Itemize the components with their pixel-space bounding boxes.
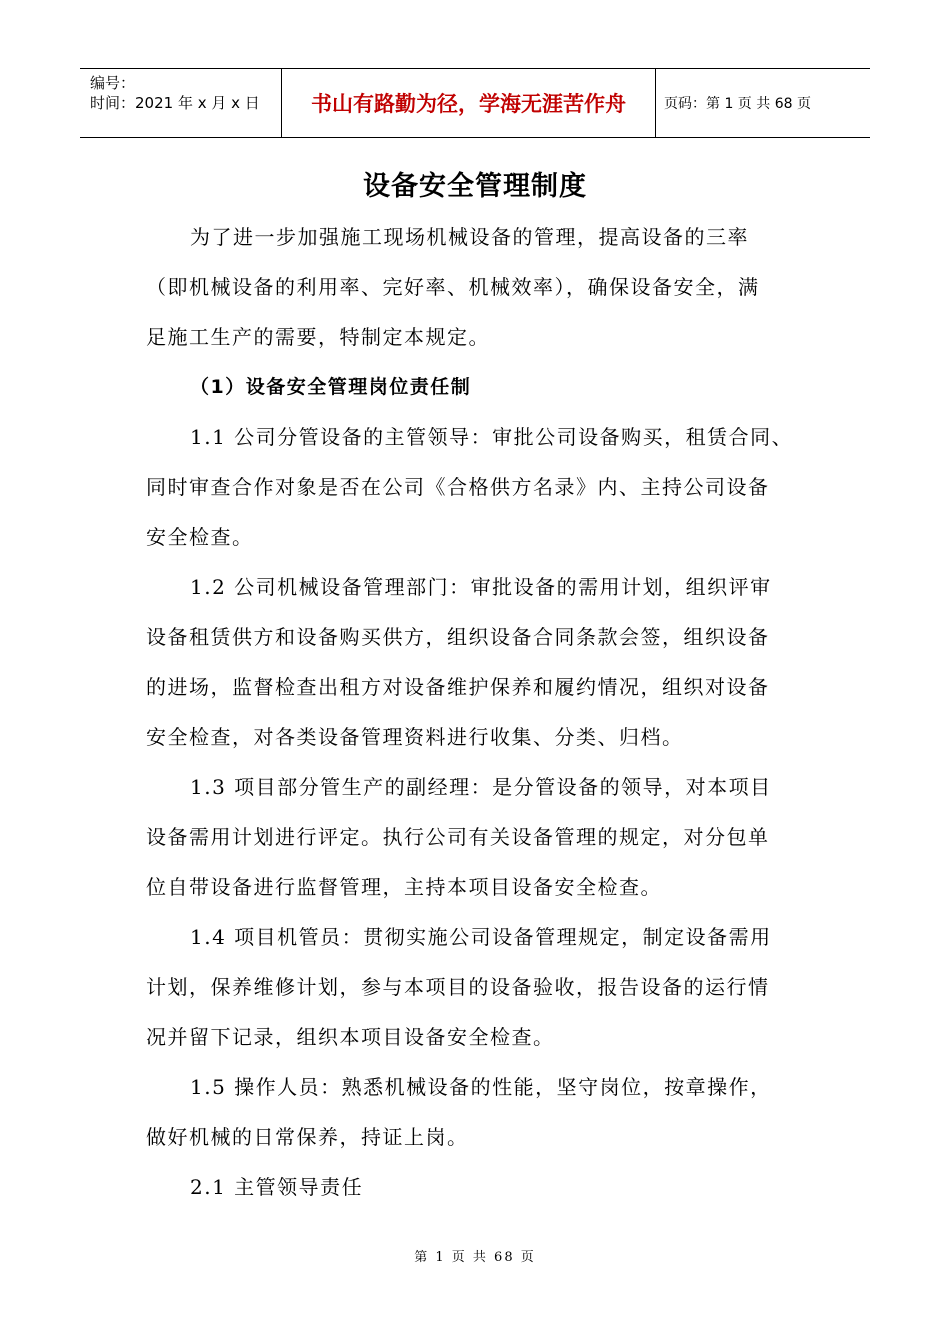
body-line: （即机械设备的利用率、完好率、机械效率），确保设备安全，满 bbox=[146, 275, 760, 299]
document-body bbox=[146, 212, 811, 1212]
body-line: 的进场，监督检查出租方对设备维护保养和履约情况，组织对设备 bbox=[146, 675, 770, 699]
body-line: 为了进一步加强施工现场机械设备的管理，提高设备的三率 bbox=[190, 225, 749, 249]
body-line: 同时审查合作对象是否在公司《合格供方名录》内、主持公司设备 bbox=[146, 475, 770, 499]
body-line: 况并留下记录，组织本项目设备安全检查。 bbox=[146, 1025, 555, 1049]
body-line: 1.2 公司机械设备管理部门：审批设备的需用计划，组织评审 bbox=[190, 575, 772, 599]
body-line: 2.1 主管领导责任 bbox=[190, 1175, 364, 1199]
body-line: 安全检查，对各类设备管理资料进行收集、分类、归档。 bbox=[146, 725, 684, 749]
header-motto: 书山有路勤为径，学海无涯苦作舟 bbox=[282, 69, 656, 137]
body-line: 1.5 操作人员：熟悉机械设备的性能，坚守岗位，按章操作， bbox=[190, 1075, 772, 1099]
body-line: 位自带设备进行监督管理，主持本项目设备安全检查。 bbox=[146, 875, 662, 899]
time-label: 时间：2021 年 x 月 x 日 bbox=[90, 94, 260, 112]
header-page-info: 页码：第 1 页 共 68 页 bbox=[664, 96, 811, 112]
section-heading: （1）设备安全管理岗位责任制 bbox=[190, 376, 472, 398]
document-title: 设备安全管理制度 bbox=[363, 171, 587, 202]
body-line: 1.1 公司分管设备的主管领导：审批公司设备购买，租赁合同、 bbox=[190, 425, 794, 449]
number-label: 编号： bbox=[90, 74, 136, 92]
body-line: 1.3 项目部分管生产的副经理：是分管设备的领导，对本项目 bbox=[190, 775, 772, 799]
body-line: 1.4 项目机管员：贯彻实施公司设备管理规定，制定设备需用 bbox=[190, 925, 772, 949]
body-line: 做好机械的日常保养，持证上岗。 bbox=[146, 1125, 469, 1149]
body-line: 计划，保养维修计划，参与本项目的设备验收，报告设备的运行情 bbox=[146, 975, 770, 999]
body-line: 设备租赁供方和设备购买供方，组织设备合同条款会签，组织设备 bbox=[146, 625, 770, 649]
page-footer: 第 1 页 共 68 页 bbox=[414, 1250, 536, 1265]
body-line: 足施工生产的需要，特制定本规定。 bbox=[146, 325, 490, 349]
header-meta bbox=[80, 69, 282, 137]
body-line: 安全检查。 bbox=[146, 525, 254, 549]
document-header bbox=[80, 68, 870, 138]
body-line: 设备需用计划进行评定。执行公司有关设备管理的规定，对分包单 bbox=[146, 825, 770, 849]
